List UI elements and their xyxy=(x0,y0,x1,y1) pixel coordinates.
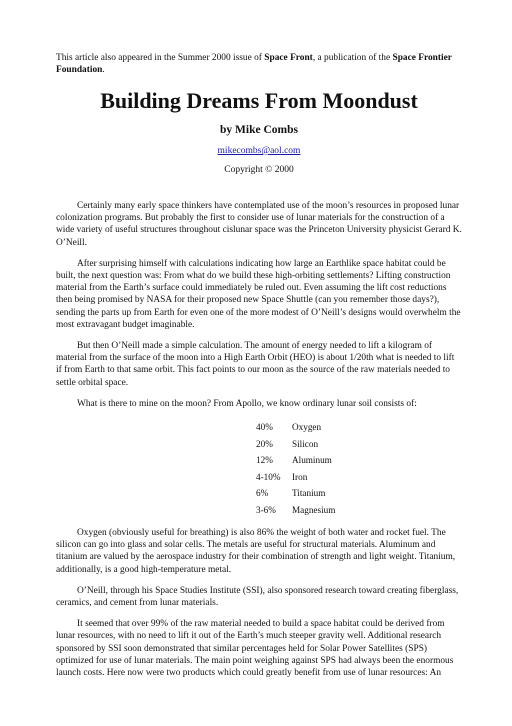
paragraph-6: O’Neill, through his Space Studies Institute (SSI), also sponsored research toward creating fiberglass, ceramics, and cement from lunar materials. xyxy=(56,585,459,609)
soil-element: Oxygen xyxy=(292,422,322,433)
soil-element: Iron xyxy=(292,471,308,482)
paragraph-4: What is there to mine on the moon? From Apollo, we know ordinary lunar soil consists of: xyxy=(77,398,417,409)
publication-note-text: This article also appeared in the Summer 2000 issue of xyxy=(56,53,265,63)
table-row xyxy=(256,469,335,486)
author-byline: by Mike Combs xyxy=(220,124,298,136)
paragraph-5: Oxygen (obviously useful for breathing) is also 86% the weight of both water and rocket fuel. The silicon can go into glass and solar cells. The metals are useful for structural materials. Aluminum and titanium are valued by the aerospace industry for their combination of strength and light weight. Titanium, additionally, is a good high-temperature metal. xyxy=(56,528,456,575)
soil-percentage: 40% xyxy=(256,422,273,433)
table-row xyxy=(256,452,335,469)
lunar-soil-table xyxy=(256,419,335,518)
paragraph-2: After surprising himself with calculations indicating how large an Earthlike space habitat could be built, the next question was: From what do we build these high-orbiting settlements? Lifting construction material from the Earth’s surface could immediately be ruled out. Even assuming the lift cost reductions then being promised by NASA for their proposed new Space Shuttle (can you remember those days?), sending the parts up from Earth for even one of the more modest of O’Neill’s designs would overwhelm the most extravagant budget imaginable. xyxy=(56,258,461,330)
soil-percentage: 3-6% xyxy=(256,504,276,515)
table-row xyxy=(256,502,335,519)
paragraph-7: It seemed that over 99% of the raw material needed to build a space habitat could be derived from lunar resources, with no need to lift it out of the Earth’s much steeper gravity well. Additional research sponsored by SSI soon demonstrated that similar percentages held for Solar Power Satellites (SPS) optimized for use of lunar materials. The main point weighing against SPS had always been the enormous launch costs. Here now were two products which could greatly benefit from use of lunar resources: An xyxy=(56,619,454,679)
soil-element: Silicon xyxy=(292,438,319,449)
soil-element: Aluminum xyxy=(292,455,332,466)
table-row xyxy=(256,436,335,453)
paragraph-3: But then O’Neill made a simple calculation. The amount of energy needed to lift a kilogram of material from the surface of the moon into a High Earth Orbit (HEO) is about 1/20th what is needed to lift if from Earth to that same orbit. This fact points to our moon as the source of the raw materials needed to settle orbital space. xyxy=(56,341,455,388)
publication-note-end: . xyxy=(102,65,105,75)
author-email-line xyxy=(56,146,462,156)
organization-name: Space Frontier Foundation xyxy=(56,53,452,75)
publication-name: Space Front xyxy=(264,53,313,63)
publication-note-text-2: , a publication of the xyxy=(312,53,393,63)
soil-percentage: 20% xyxy=(256,438,273,449)
table-row xyxy=(256,485,335,502)
soil-element: Titanium xyxy=(292,488,326,499)
author-email-link[interactable]: mikecombs@aol.com xyxy=(217,146,301,156)
table-row xyxy=(256,419,335,436)
soil-percentage: 4-10% xyxy=(256,471,281,482)
soil-percentage: 12% xyxy=(256,455,273,466)
publication-note xyxy=(56,52,462,76)
soil-element: Magnesium xyxy=(292,504,336,515)
soil-percentage: 6% xyxy=(256,488,269,499)
article-title: Building Dreams From Moondust xyxy=(100,88,418,113)
paragraph-1: Certainly many early space thinkers have contemplated use of the moon’s resources in proposed lunar colonization programs. But probably the first to consider use of lunar materials for the construction of a wide variety of useful structures throughout cislunar space was the Princeton University physicist Gerard K. O’Neill. xyxy=(56,201,462,248)
copyright-notice: Copyright © 2000 xyxy=(224,165,294,175)
